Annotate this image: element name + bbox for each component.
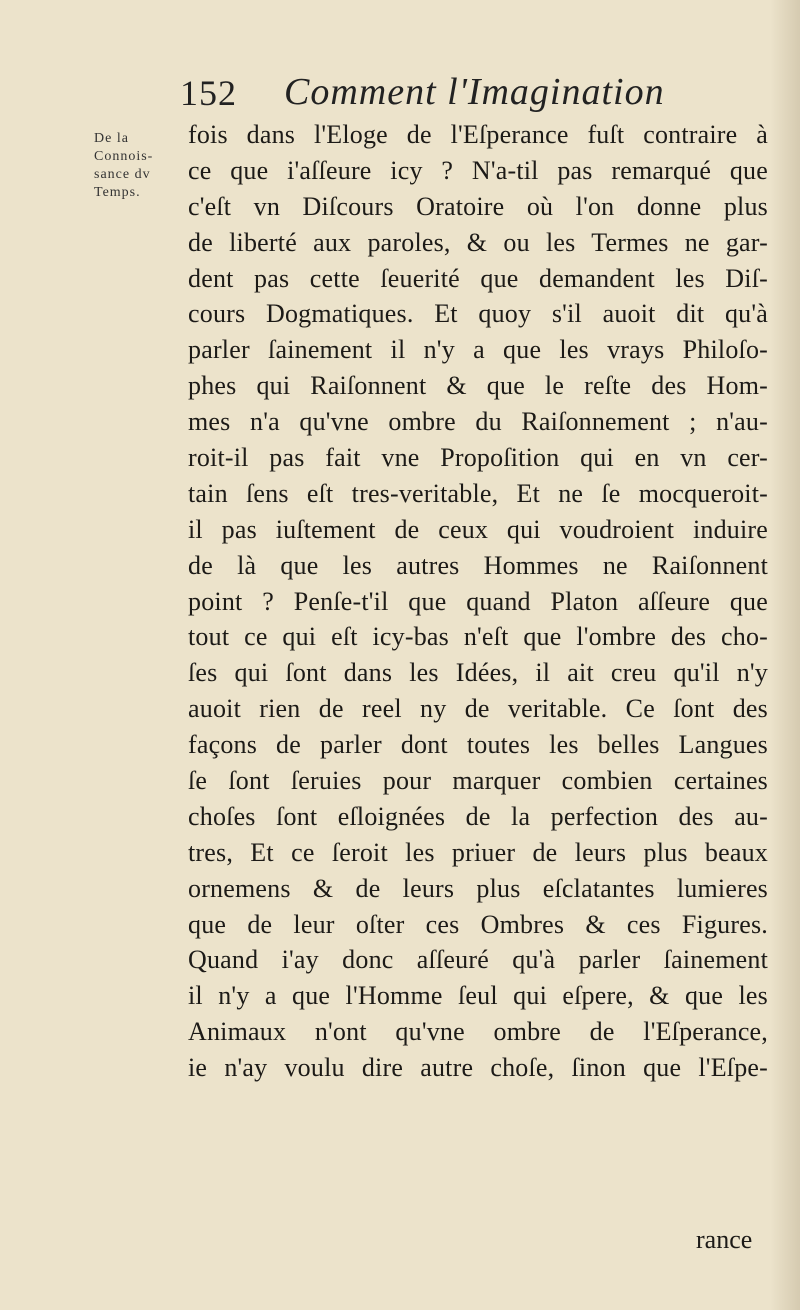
text-line: choſes ſont eſloignées de la perfection des au- <box>188 801 768 831</box>
text-line: ſes qui ſont dans les Idées, il ait creu qu'il n'y <box>188 658 768 688</box>
text-line: il pas iuſtement de ceux qui voudroient induire <box>188 514 768 544</box>
running-title: Comment l'Imagination <box>284 71 665 113</box>
text-line: façons de parler dont toutes les belles Langues <box>188 730 768 760</box>
text-line: ie n'ay voulu dire autre choſe, ſinon que l'Eſpe- <box>188 1053 768 1083</box>
text-line: c'eſt vn Diſcours Oratoire où l'on donne plus <box>188 191 768 221</box>
text-line: point ? Penſe-t'il que quand Platon aſſeure que <box>188 586 768 616</box>
text-line: de là que les autres Hommes ne Raiſonnent <box>188 550 768 580</box>
text-line: Quand i'ay donc aſſeuré qu'à parler ſainement <box>188 945 768 975</box>
text-line: mes n'a qu'vne ombre du Raiſonnement ; n'au- <box>188 407 768 437</box>
text-line: que de leur oſter ces Ombres & ces Figures. <box>188 909 768 939</box>
text-line: auoit rien de reel ny de veritable. Ce ſont des <box>188 694 768 724</box>
text-line: dent pas cette ſeuerité que demandent les Diſ- <box>188 263 768 293</box>
margin-note-line: Connois- <box>94 149 154 164</box>
text-line: de liberté aux paroles, & ou les Termes ne gar- <box>188 227 768 257</box>
text-line: ornemens & de leurs plus eſclatantes lumieres <box>188 873 768 903</box>
page-number: 152 <box>180 73 237 113</box>
text-line: phes qui Raiſonnent & que le reſte des Hom- <box>188 371 768 401</box>
margin-note-line: De la <box>94 131 129 146</box>
text-line: parler ſainement il n'y a que les vrays Philoſo- <box>188 335 768 365</box>
text-line: ſe ſont ſeruies pour marquer combien certaines <box>188 766 768 796</box>
margin-note-line: sance dv <box>94 167 151 182</box>
text-line: cours Dogmatiques. Et quoy s'il auoit dit qu'à <box>188 299 768 329</box>
catchword: rance <box>696 1225 753 1254</box>
text-line: Animaux n'ont qu'vne ombre de l'Eſperance, <box>188 1017 768 1047</box>
text-line: ce que i'aſſeure icy ? N'a-til pas remarqué que <box>188 155 768 185</box>
text-line: fois dans l'Eloge de l'Eſperance fuſt contraire à <box>188 120 768 149</box>
page-edge-shadow <box>770 0 800 1310</box>
text-line: il n'y a que l'Homme ſeul qui eſpere, & que les <box>188 981 768 1011</box>
text-line: tres, Et ce ſeroit les priuer de leurs plus beaux <box>188 837 768 867</box>
margin-note <box>94 130 184 202</box>
text-line: roit-il pas fait vne Propoſition qui en vn cer- <box>188 443 768 473</box>
body-text <box>188 117 768 1086</box>
text-line: tout ce qui eſt icy-bas n'eſt que l'ombre des cho- <box>188 622 768 652</box>
text-line: tain ſens eſt tres-veritable, Et ne ſe mocqueroit- <box>188 478 768 508</box>
page-header <box>180 72 740 122</box>
margin-note-line: Temps. <box>94 185 141 200</box>
